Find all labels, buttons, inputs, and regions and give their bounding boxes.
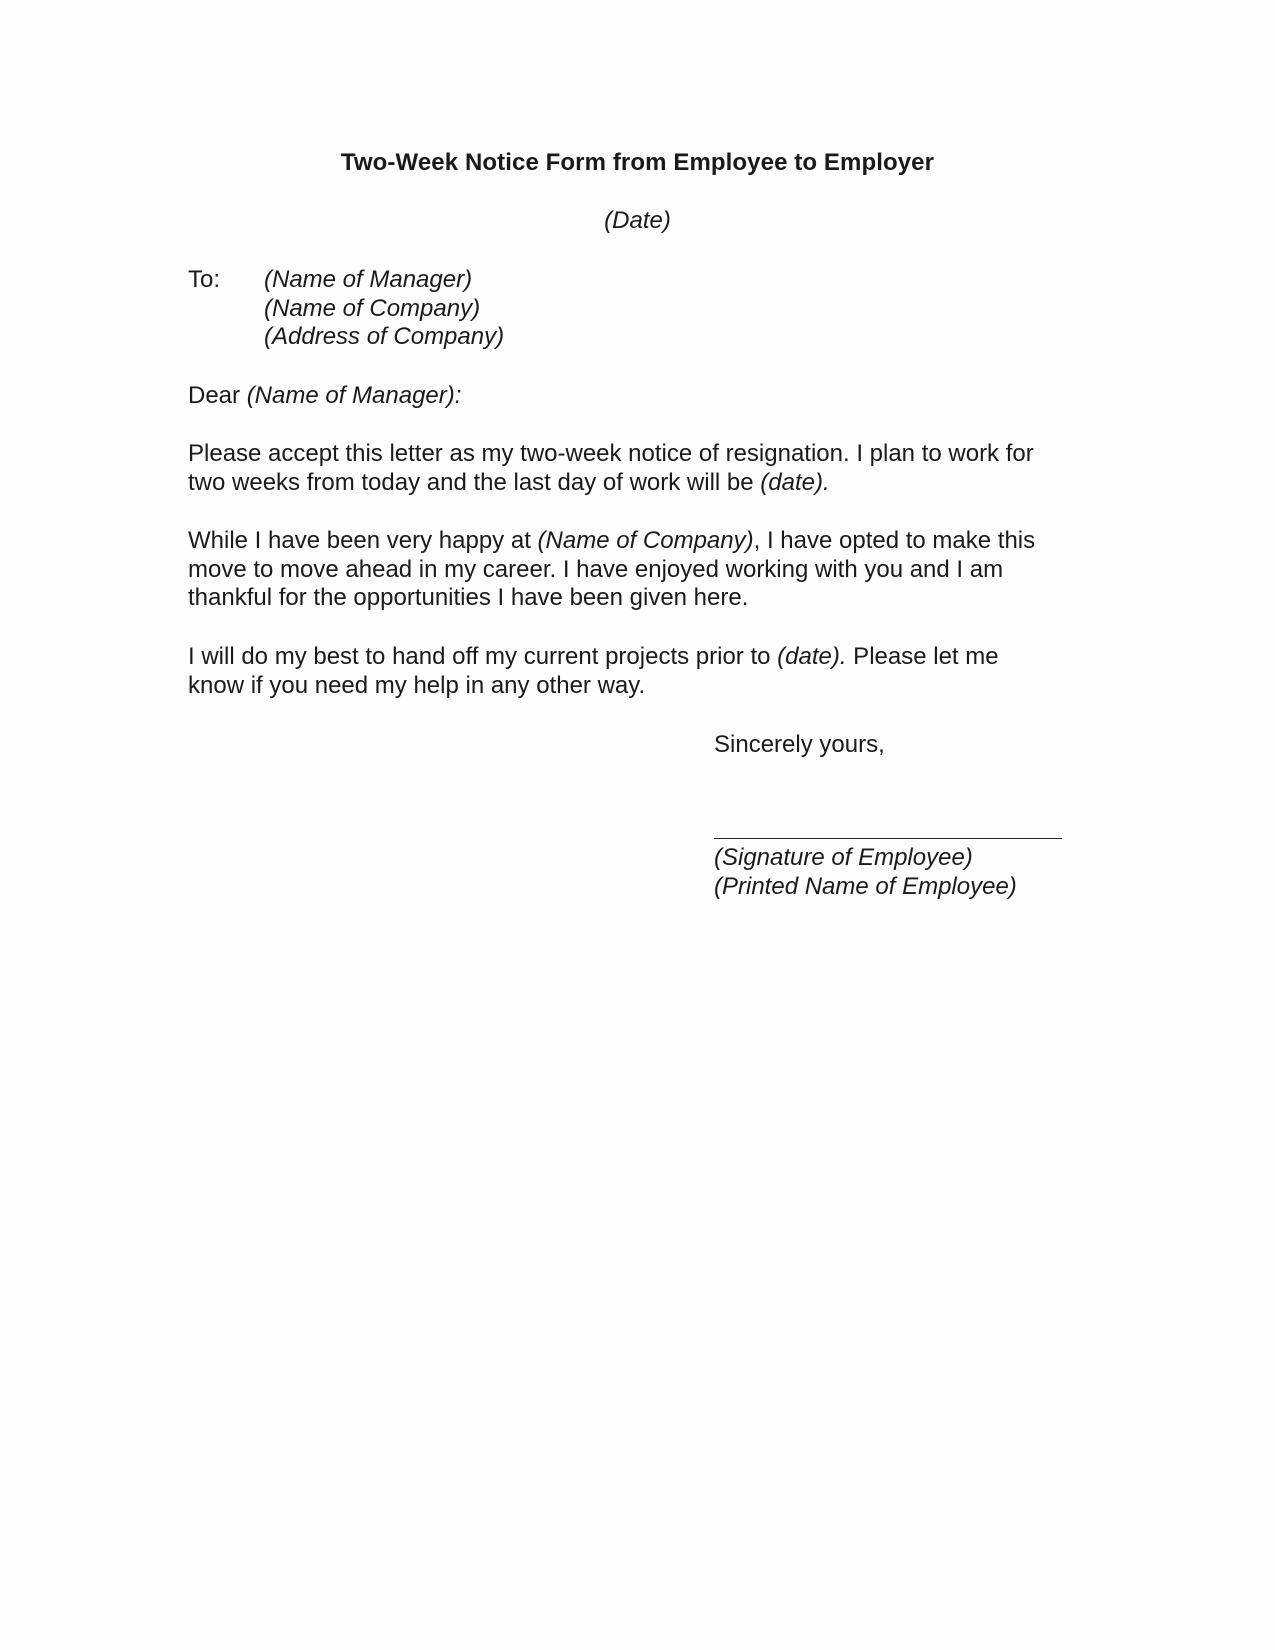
paragraph3-line1-end: Please let me [846, 643, 999, 670]
paragraph3-line1 [188, 643, 1088, 672]
salutation [188, 382, 461, 411]
recipient-lines [264, 266, 504, 352]
paragraph3-line2: know if you need my help in any other way. [188, 671, 646, 699]
signature-block [714, 844, 1017, 901]
paragraph1-line2 [188, 469, 1088, 498]
paragraph2-line1 [188, 527, 1088, 556]
company-placeholder: (Name of Company) [537, 527, 754, 554]
to-label: To: [188, 266, 221, 293]
paragraph1-line1: Please accept this letter as my two-week notice of resignation. I plan to work for [188, 440, 1034, 467]
printed-name-placeholder: (Printed Name of Employee) [714, 872, 1017, 900]
paragraph2-line3: thankful for the opportunities I have been given here. [188, 584, 749, 611]
paragraph-resignation [188, 440, 1088, 497]
paragraph-handoff [188, 643, 1088, 700]
salutation-prefix: Dear [188, 382, 247, 409]
paragraph1-line2-text: two weeks from today and the last day of work will be [188, 468, 761, 496]
salutation-name: (Name of Manager): [246, 382, 462, 409]
paragraph2-line1-start: While I have been very happy at [188, 527, 538, 554]
recipient-address: (Address of Company) [264, 323, 505, 350]
last-day-placeholder: (date). [760, 468, 830, 496]
recipient-company: (Name of Company) [264, 294, 481, 322]
paragraph2-line1-end: , I have opted to make this [753, 527, 1036, 554]
paragraph-appreciation [188, 527, 1088, 613]
handoff-date-placeholder: (date). [777, 643, 847, 670]
paragraph3-line1-start: I will do my best to hand off my current projects prior to [188, 643, 778, 670]
letter-title: Two-Week Notice Form from Employee to Employer [340, 149, 935, 176]
closing: Sincerely yours, [714, 731, 885, 758]
letter-date: (Date) [604, 207, 671, 234]
signature-line [714, 838, 1062, 839]
recipient-manager: (Name of Manager) [264, 266, 473, 293]
paragraph2-line2: move to move ahead in my career. I have enjoyed working with you and I am [188, 555, 1004, 583]
signature-placeholder: (Signature of Employee) [714, 844, 973, 871]
